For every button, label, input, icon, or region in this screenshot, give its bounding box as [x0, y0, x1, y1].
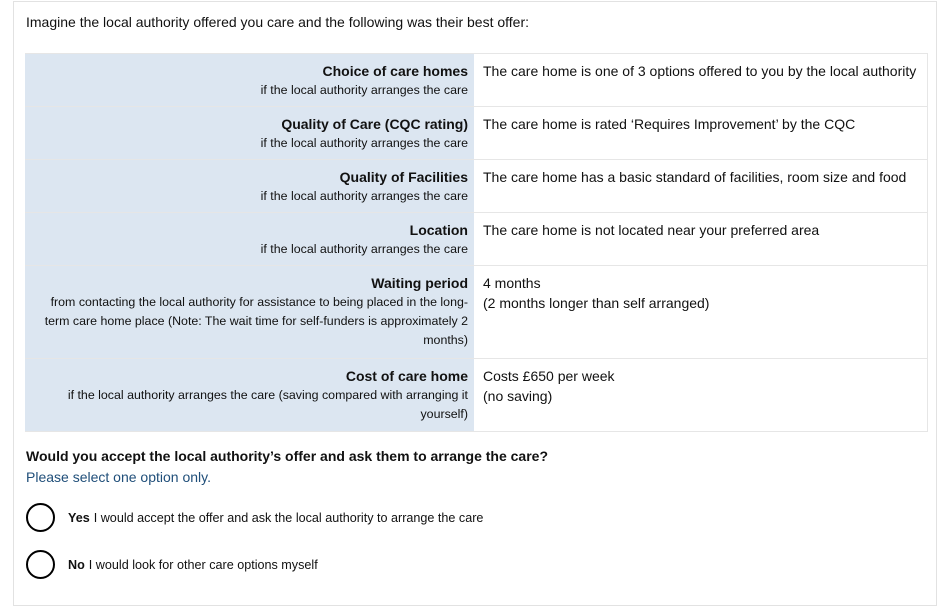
table-row: [25, 213, 928, 266]
attribute-label-cell: [25, 359, 476, 431]
option-text: I would look for other care options myself: [88, 557, 318, 572]
attribute-title: Choice of care homes: [322, 63, 468, 79]
offer-table: [25, 53, 928, 432]
attribute-subtitle: from contacting the local authority for assistance to being placed in the long-term care home place (Note: The wait time for self-funders is approximately 2 months): [44, 295, 468, 347]
option-key: Yes: [68, 510, 90, 525]
option-yes[interactable]: [26, 503, 483, 532]
radio-no[interactable]: [26, 550, 55, 579]
option-key: No: [68, 557, 85, 572]
attribute-subtitle: if the local authority arranges the care (saving compared with arranging it yourself): [67, 388, 468, 421]
option-no-label[interactable]: [68, 558, 318, 572]
attribute-value: 4 months: [483, 275, 541, 291]
radio-yes[interactable]: [26, 503, 55, 532]
attribute-value: The care home is rated ‘Requires Improvement’ by the CQC: [483, 116, 856, 132]
attribute-value-cell: [476, 160, 928, 212]
attribute-value: Costs £650 per week: [483, 368, 615, 384]
attribute-title: Location: [409, 222, 468, 238]
option-no[interactable]: [26, 550, 318, 579]
attribute-subtitle: if the local authority arranges the care: [260, 242, 468, 256]
attribute-title: Waiting period: [371, 275, 468, 291]
attribute-subtitle: if the local authority arranges the care: [260, 83, 468, 97]
attribute-title: Quality of Facilities: [339, 169, 468, 185]
attribute-value-note: (no saving): [483, 388, 553, 404]
attribute-label-cell: [25, 54, 476, 106]
table-row: [25, 160, 928, 213]
table-row: [25, 53, 928, 107]
question-text: Would you accept the local authority’s offer and ask them to arrange the care?: [26, 448, 549, 464]
attribute-value-cell: [476, 107, 928, 159]
attribute-label-cell: [25, 266, 476, 358]
attribute-title: Cost of care home: [345, 368, 468, 384]
intro-text: Imagine the local authority offered you care and the following was their best offer:: [26, 14, 530, 30]
attribute-value: The care home has a basic standard of facilities, room size and food: [483, 169, 907, 185]
option-text: I would accept the offer and ask the local authority to arrange the care: [93, 510, 484, 525]
attribute-subtitle: if the local authority arranges the care: [260, 136, 468, 150]
table-row: [25, 359, 928, 432]
attribute-value-note: (2 months longer than self arranged): [483, 295, 710, 311]
attribute-label-cell: [25, 213, 476, 265]
attribute-title: Quality of Care (CQC rating): [281, 116, 468, 132]
attribute-label-cell: [25, 107, 476, 159]
attribute-subtitle: if the local authority arranges the care: [260, 189, 468, 203]
attribute-value: The care home is not located near your preferred area: [483, 222, 820, 238]
attribute-value-cell: [476, 266, 928, 358]
attribute-value-cell: [476, 359, 928, 431]
instruction-text: Please select one option only.: [26, 469, 211, 485]
attribute-value-cell: [476, 213, 928, 265]
table-row: [25, 107, 928, 160]
option-yes-label[interactable]: [68, 511, 483, 525]
attribute-value: The care home is one of 3 options offered to you by the local authority: [483, 63, 917, 79]
table-row: [25, 266, 928, 359]
attribute-value-cell: [476, 54, 928, 106]
attribute-label-cell: [25, 160, 476, 212]
